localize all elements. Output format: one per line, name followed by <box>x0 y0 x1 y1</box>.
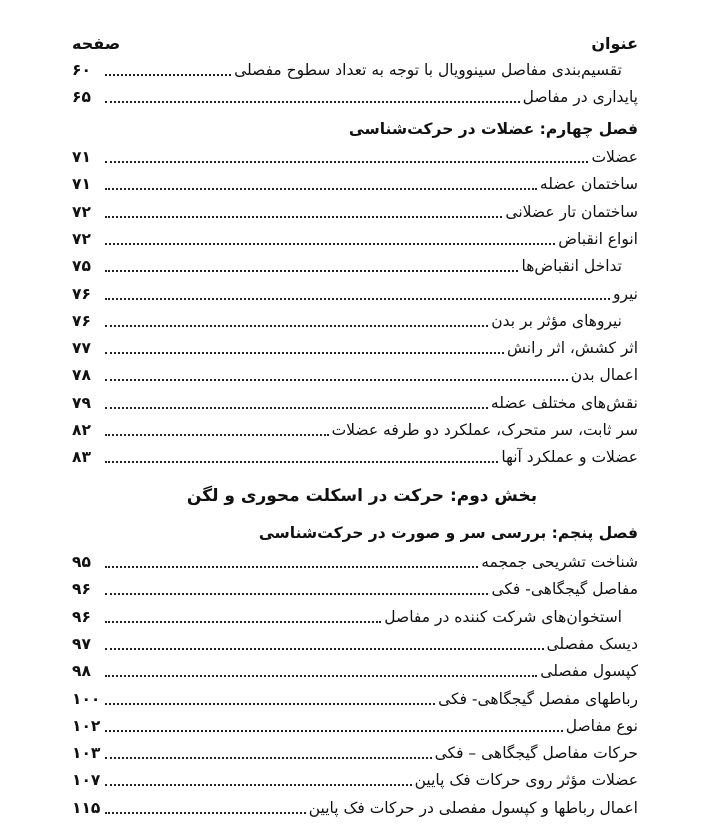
toc-entry-page-number: ۶۵ <box>72 87 91 106</box>
toc-entry <box>72 601 638 627</box>
toc-entry <box>72 441 638 467</box>
dot-leader <box>105 757 432 759</box>
toc-entry-page-number: ۱۱۵ <box>72 798 101 817</box>
toc-entry <box>72 54 638 80</box>
toc-entry-page-number: ۱۰۳ <box>72 744 101 763</box>
toc-entry <box>72 359 638 385</box>
toc-entry <box>72 250 638 276</box>
dot-leader <box>105 101 520 103</box>
toc-entry-label: نوع مفاصل <box>565 716 638 735</box>
toc-entry-page-number: ۷۲ <box>72 202 91 221</box>
dot-leader <box>105 593 488 595</box>
toc-entry <box>72 305 638 331</box>
toc-entry-label: کپسول مفصلی <box>540 662 638 681</box>
toc-entry-label: حرکات مفاصل گیجگاهی – فکی <box>434 744 638 763</box>
toc-entry-label: دیسک مفصلی <box>546 634 638 653</box>
toc-entry-label: نقش‌های مختلف عضله <box>490 393 638 412</box>
toc-entry-label: مفاصل گیجگاهی- فکی <box>491 580 638 599</box>
dot-leader <box>105 703 435 705</box>
toc-entry <box>72 683 638 709</box>
toc-entry-label: عضلات مؤثر روی حرکات فک پایین <box>414 771 638 790</box>
dot-leader <box>105 216 502 218</box>
toc-entry <box>72 792 638 818</box>
dot-leader <box>105 784 412 786</box>
toc-entry-page-number: ۷۷ <box>72 339 91 358</box>
toc-entry <box>72 655 638 681</box>
toc-entry-label: تداخل انقباض‌ها <box>521 257 622 276</box>
toc-entry-page-number: ۷۲ <box>72 229 91 248</box>
toc-entry-label: شناخت تشریحی جمجمه <box>481 553 638 571</box>
toc-entry-page-number: ۶۰ <box>72 61 91 79</box>
toc-entry <box>72 387 638 413</box>
dot-leader <box>105 352 504 354</box>
dot-leader <box>105 730 563 732</box>
toc-entry-page-number: ۹۶ <box>72 607 91 626</box>
dot-leader <box>105 379 568 381</box>
toc-entry <box>72 332 638 358</box>
dot-leader <box>105 298 610 300</box>
toc-entry-page-number: ۷۶ <box>72 311 91 330</box>
dot-leader <box>105 812 306 814</box>
toc-entry-label: اعمال رباطها و کپسول مفصلی در حرکات فک پایین <box>308 798 638 817</box>
dot-leader <box>105 648 544 650</box>
toc-entry <box>72 546 638 572</box>
toc-entry-label: رباطهای مفصل گیجگاهی- فکی <box>438 689 638 708</box>
dot-leader <box>105 566 478 568</box>
toc-entry-page-number: ۷۸ <box>72 366 91 385</box>
toc-entry <box>72 141 638 167</box>
toc-entry-page-number: ۷۶ <box>72 284 91 303</box>
toc-entry <box>72 628 638 654</box>
toc-entry-label: انواع انقباض <box>558 229 638 248</box>
toc-entry-page-number: ۷۹ <box>72 393 91 412</box>
toc-entry <box>72 573 638 599</box>
toc-entry <box>72 196 638 222</box>
dot-leader <box>105 243 555 245</box>
toc-entry-label: نیرو <box>612 284 638 303</box>
toc-entry <box>72 223 638 249</box>
toc-entry <box>72 737 638 763</box>
dot-leader <box>105 270 518 272</box>
toc-entry <box>72 81 638 107</box>
column-title-header: عنوان <box>591 34 638 53</box>
dot-leader <box>105 188 537 190</box>
toc-entry-page-number: ۸۳ <box>72 448 91 467</box>
dot-leader <box>105 621 381 623</box>
toc-entry <box>72 764 638 790</box>
toc-entry-label: عضلات <box>591 148 638 166</box>
toc-entry-label: عضلات و عملکرد آنها <box>501 448 638 467</box>
toc-entry <box>72 710 638 736</box>
toc-entry <box>72 278 638 304</box>
toc-entry-page-number: ۱۰۷ <box>72 771 101 790</box>
toc-entry-page-number: ۹۵ <box>72 553 91 571</box>
toc-entry-page-number: ۱۰۰ <box>72 689 101 708</box>
toc-entry-label: پایداری در مفاصل <box>522 87 638 106</box>
toc-entry-label: اثر کشش، اثر رانش <box>507 339 638 358</box>
dot-leader <box>105 161 588 163</box>
toc-entry-label: نیروهای مؤثر بر بدن <box>491 311 622 330</box>
toc-entry-page-number: ۱۰۲ <box>72 716 101 735</box>
toc-entry <box>72 414 638 440</box>
dot-leader <box>105 434 329 436</box>
toc-entry-label: سر ثابت، سر متحرک، عملکرد دو طرفه عضلات <box>331 421 638 439</box>
chapter-4-heading: فصل چهارم: عضلات در حرکت‌شناسی <box>348 120 638 138</box>
toc-entry-label: اعمال بدن <box>570 366 638 385</box>
dot-leader <box>105 461 498 463</box>
toc-entry <box>72 168 638 194</box>
column-page-header: صفحه <box>72 34 121 53</box>
dot-leader <box>105 407 488 409</box>
chapter-5-heading: فصل پنجم: بررسی سر و صورت در حرکت‌شناسی <box>258 524 638 542</box>
toc-entry-page-number: ۷۱ <box>72 148 91 166</box>
toc-entry-label: ساختمان تار عضلانی <box>505 202 638 221</box>
toc-entry-page-number: ۹۶ <box>72 580 91 599</box>
toc-entry-page-number: ۹۸ <box>72 662 91 681</box>
dot-leader <box>105 325 488 327</box>
toc-entry-page-number: ۷۵ <box>72 257 91 276</box>
toc-entry-page-number: ۷۱ <box>72 175 91 194</box>
toc-entry-label: ساختمان عضله <box>539 175 638 194</box>
toc-entry-page-number: ۹۷ <box>72 634 91 653</box>
toc-entry-label: استخوان‌های شرکت کننده در مفاصل <box>384 607 622 626</box>
toc-entry-label: تقسیم‌بندی مفاصل سینوویال با توجه به تعداد سطوح مفصلی <box>234 61 622 79</box>
dot-leader <box>105 74 231 76</box>
dot-leader <box>105 675 537 677</box>
toc-entry-page-number: ۸۲ <box>72 421 91 439</box>
part-2-heading: بخش دوم: حرکت در اسکلت محوری و لگن <box>186 486 538 506</box>
